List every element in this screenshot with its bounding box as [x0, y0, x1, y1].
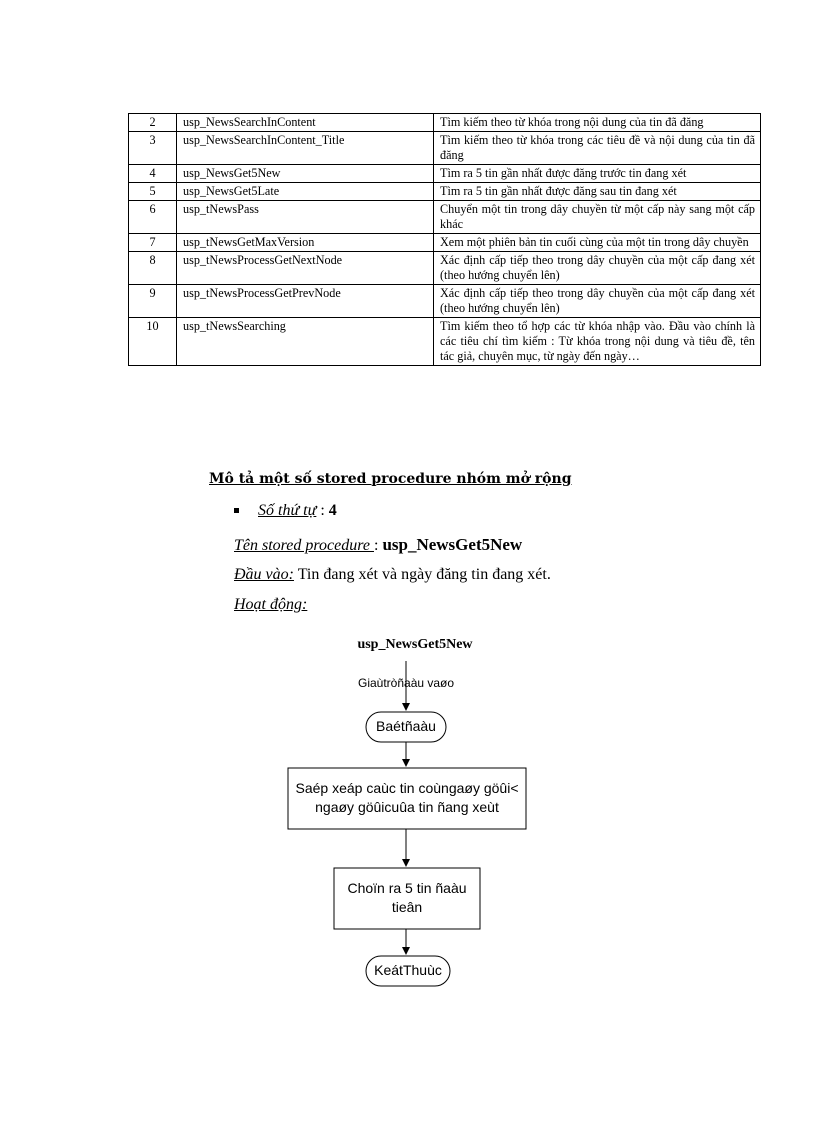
end-label: KeátThuùc — [374, 962, 442, 978]
flowchart-input-label: Giaùtròñaàu vaøo — [358, 676, 455, 690]
procedure-description-cell: Tìm ra 5 tin gần nhất được đăng sau tin đang xét — [434, 183, 761, 201]
select-step-line-2: tieân — [391, 899, 423, 915]
procedure-name-cell: usp_NewsSearchInContent — [177, 114, 434, 132]
select-step-line-1: Choïn ra 5 tin ñaàu — [347, 880, 467, 896]
input-label: Đầu vào: — [234, 566, 294, 583]
procedure-description-cell: Tìm ra 5 tin gần nhất được đăng trước tin đang xét — [434, 165, 761, 183]
row-number-cell: 5 — [129, 183, 177, 201]
row-number-cell: 8 — [129, 252, 177, 285]
procedure-description-cell: Xác định cấp tiếp theo trong dây chuyền của một cấp đang xét (theo hướng chuyển lên) — [434, 285, 761, 318]
proc-name-label: Tên stored procedure — [234, 537, 374, 554]
procedure-name-cell: usp_NewsGet5Late — [177, 183, 434, 201]
row-number-cell: 4 — [129, 165, 177, 183]
select-step-text — [334, 879, 480, 917]
procedure-description-cell: Tìm kiếm theo từ khóa trong các tiêu đề và nội dung của tin đã đăng — [434, 132, 761, 165]
procedure-description-cell: Xác định cấp tiếp theo trong dây chuyền của một cấp đang xét (theo hướng chuyển lên) — [434, 252, 761, 285]
flowchart-title: usp_NewsGet5New — [357, 637, 473, 652]
procedure-description-cell: Tìm kiếm theo tổ hợp các từ khóa nhập vào. Đầu vào chính là các tiêu chí tìm kiếm : Từ khóa trong nội dung và tiêu đề, tên tác giả, chuyên mục, từ ngày đến ngày… — [434, 318, 761, 366]
procedure-name-cell: usp_tNewsProcessGetPrevNode — [177, 285, 434, 318]
section-title: Mô tả một số stored procedure nhóm mở rộng — [209, 471, 572, 487]
proc-name-value: usp_NewsGet5New — [382, 535, 523, 554]
procedure-name-cell: usp_NewsSearchInContent_Title — [177, 132, 434, 165]
activity-label: Hoạt động: — [234, 596, 308, 613]
row-number-cell: 10 — [129, 318, 177, 366]
start-label: Baétñaàu — [376, 718, 436, 734]
procedure-description-cell: Chuyển một tin trong dây chuyền từ một cấp này sang một cấp khác — [434, 201, 761, 234]
procedure-name-cell: usp_tNewsProcessGetNextNode — [177, 252, 434, 285]
procedure-description-cell: Xem một phiên bản tin cuối cùng của một tin trong dây chuyền — [434, 234, 761, 252]
sort-step-text — [288, 779, 526, 817]
order-value: 4 — [328, 502, 337, 519]
sort-step-line-2: ngaøy göûicuûa tin ñang xeùt — [315, 799, 499, 815]
procedure-name-cell: usp_NewsGet5New — [177, 165, 434, 183]
input-value: Tin đang xét và ngày đăng tin đang xét. — [293, 566, 551, 583]
order-label: Số thứ tự — [258, 502, 317, 519]
row-number-cell: 9 — [129, 285, 177, 318]
procedure-name-cell: usp_tNewsGetMaxVersion — [177, 234, 434, 252]
row-number-cell: 3 — [129, 132, 177, 165]
procedure-description-cell: Tìm kiếm theo từ khóa trong nội dung của tin đã đăng — [434, 114, 761, 132]
sort-step-line-1: Saép xeáp caùc tin coùngaøy göûi< — [295, 780, 519, 796]
row-number-cell: 2 — [129, 114, 177, 132]
procedure-name-cell: usp_tNewsPass — [177, 201, 434, 234]
proc-name-separator: : — [373, 537, 383, 554]
order-separator: : — [316, 502, 329, 519]
row-number-cell: 6 — [129, 201, 177, 234]
procedure-name-cell: usp_tNewsSearching — [177, 318, 434, 366]
row-number-cell: 7 — [129, 234, 177, 252]
